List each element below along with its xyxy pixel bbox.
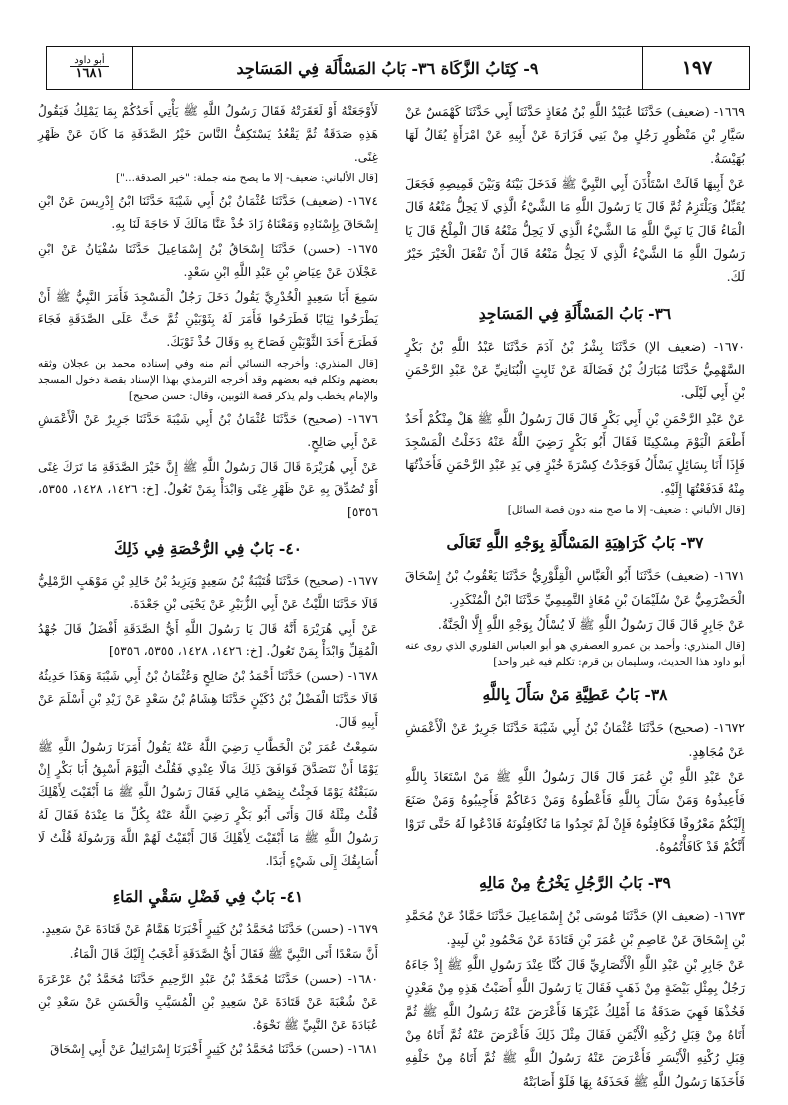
grading-note: [قال الألباني: ضعيف- إلا ما يصح منه جملة: "خير الصدقة..."] [116, 172, 378, 185]
book-number: ١٦٨١ [70, 66, 110, 81]
page-header [46, 46, 750, 90]
grading-note: [قال الألباني : ضعيف- إلا ما صح منه دون قصة السائل] [507, 504, 745, 517]
hadith-paragraph: عَنْ عَبْدِ اللَّهِ بْنِ عُمَرَ قَالَ قَالَ رَسُولُ اللَّهِ ﷺ مَنْ اسْتَعَاذَ بِاللَّهِ فَأَعِيذُوهُ وَمَنْ سَأَلَ بِاللَّهِ فَأَعْطُوهُ وَمَنْ دَعَاكُمْ فَأَجِيبُوهُ وَمَنْ صَنَعَ إِلَيْكُمْ مَعْرُوفًا فَكَافِئُوهُ فَإِنْ لَمْ تَجِدُوا مَا تُكَافِئُونَهُ فَادْعُوا لَهُ حَتَّى تَرَوْا أَنَّكُمْ قَدْ كَافَأْتُمُوهُ. [405, 768, 745, 854]
hadith-paragraph: لَأَوْجَعَتْهُ أَوْ لَعَقَرَتْهُ فَقَالَ رَسُولُ اللَّهِ ﷺ يَأْتِي أَحَدُكُمْ بِمَا يَمْلِكُ فَيَقُولُ هَذِهِ صَدَقَةٌ ثُمَّ يَقْعُدُ يَسْتَكِفُّ النَّاسَ خَيْرُ الصَّدَقَةِ مَا كَانَ عَنْ ظَهْرِ غِنًى. [38, 104, 378, 164]
chapter-heading: ٤١- بَابٌ فِي فَضْلِ سَقْيِ المَاءِ [112, 887, 304, 907]
chapter-heading: ٣٩- بَابُ الرَّجُلِ يَخْرُجُ مِنْ مَالِهِ [479, 873, 671, 893]
hadith-paragraph: ١٦٨٠- (حسن) حَدَّثَنَا مُحَمَّدُ بْنُ عَبْدِ الرَّحِيمِ حَدَّثَنَا مُحَمَّدُ بْنُ عَرْعَرَةَ عَنْ شُعْبَةَ عَنْ قَتَادَةَ عَنْ سَعِيدِ بْنِ الْمُسَيَّبِ وَالْحَسَنِ عَنْ سَعْدِ بْنِ عُبَادَةَ عَنْ النَّبِيِّ ﷺ نَحْوَهُ. [38, 971, 378, 1032]
hadith-paragraph: ١٦٧٨- (حسن) حَدَّثَنَا أَحْمَدُ بْنُ صَالِحٍ وَعُثْمَانُ بْنُ أَبِي شَيْبَةَ وَهَذَا حَدِيثُهُ قَالَا حَدَّثَنَا الْفَضْلُ بْنُ دُكَيْنٍ حَدَّثَنَا هِشَامُ بْنُ سَعْدٍ عَنْ زَيْدِ بْنِ أَسْلَمَ عَنْ أَبِيهِ قَالَ. [38, 669, 378, 729]
hadith-paragraph: عَنْ أَبِيهَا قَالَتْ اسْتَأْذَنَ أَبِي النَّبِيَّ ﷺ فَدَخَلَ بَيْنَهُ وَبَيْنَ قَمِيصِهِ فَجَعَلَ يُقَبِّلُ وَيَلْتَزِمُ ثُمَّ قَالَ يَا رَسُولَ اللَّهِ مَا الشَّيْءُ الَّذِي لَا يَحِلُّ مَنْعُهُ قَالَ الْمَاءُ قَالَ يَا نَبِيَّ اللَّهِ مَا الشَّيْءُ الَّذِي لَا يَحِلُّ مَنْعُهُ قَالَ الْمِلْحُ قَالَ يَا رَسُولَ اللَّهِ مَا الشَّيْءُ الَّذِي لَا يَحِلُّ مَنْعُهُ قَالَ أَنْ تَفْعَلَ الْخَيْرَ خَيْرٌ لَكَ. [405, 176, 745, 285]
hadith-paragraph: عَنْ أَبِي هُرَيْرَةَ قَالَ قَالَ رَسُولُ اللَّهِ ﷺ إِنَّ خَيْرَ الصَّدَقَةِ مَا تَرَكَ غِنًى أَوْ تُصُدِّقَ بِهِ عَنْ ظَهْرِ غِنًى وَابْدَأْ بِمَنْ تَعُولُ. [خ: ١٤٢٦، ١٤٢٨، ٥٣٥٥، ٥٣٥٦] [38, 459, 379, 520]
hadith-paragraph: ١٦٧٦- (صحيح) حَدَّثَنَا عُثْمَانُ بْنُ أَبِي شَيْبَةَ حَدَّثَنَا جَرِيرٌ عَنْ الْأَعْمَشِ عَنْ أَبِي صَالِحٍ. [38, 411, 378, 449]
left-column [38, 100, 378, 1063]
hadith-paragraph: ١٦٧٢- (صحيح) حَدَّثَنَا عُثْمَانُ بْنُ أَبِي شَيْبَةَ حَدَّثَنَا جَرِيرٌ عَنْ الْأَعْمَشِ عَنْ مُجَاهِدٍ. [405, 720, 745, 759]
hadith-paragraph: ١٦٧٧- (صحيح) حَدَّثَنَا قُتَيْبَةُ بْنُ سَعِيدٍ وَيَزِيدُ بْنُ خَالِدِ بْنِ مَوْهَبٍ الرَّمْلِيُّ قَالَا حَدَّثَنَا اللَّيْثُ عَنْ أَبِي الزُّبَيْرِ عَنْ يَحْيَى بْنِ جَعْدَةَ. [38, 573, 378, 611]
page-number: ١٩٧ [681, 57, 713, 79]
hadith-paragraph: أَنَّ سَعْدًا أَتَى النَّبِيَّ ﷺ فَقَالَ أَيُّ الصَّدَقَةِ أَعْجَبُ إِلَيْكَ قَالَ الْمَاءُ. [69, 947, 378, 962]
chapter-heading: ٣٦- بَابُ المَسْأَلَةِ فِي المَسَاجِدِ [478, 303, 672, 323]
book-reference-box [47, 47, 133, 89]
hadith-paragraph: ١٦٦٩- (ضعيف) حَدَّثَنَا عُبَيْدُ اللَّهِ بْنُ مُعَاذٍ حَدَّثَنَا أَبِي حَدَّثَنَا كَهْمَسٌ عَنْ سَيَّارِ بْنِ مَنْظُورٍ رَجُلٍ مِنْ بَنِي فَزَارَةَ عَنْ أَبِيهِ عَنْ امْرَأَةٍ يُقَالُ لَهَا بُهَيْسَةُ. [405, 104, 745, 166]
hadith-paragraph: عَنْ عَبْدِ الرَّحْمَنِ بْنِ أَبِي بَكْرٍ قَالَ قَالَ رَسُولُ اللَّهِ ﷺ هَلْ مِنْكُمْ أَحَدٌ أَطْعَمَ الْيَوْمَ مِسْكِينًا فَقَالَ أَبُو بَكْرٍ رَضِيَ اللَّهُ عَنْهُ دَخَلْتُ الْمَسْجِدَ فَإِذَا أَنَا بِسَائِلٍ يَسْأَلُ فَوَجَدْتُ كِسْرَةَ خُبْزٍ فِي يَدِ عَبْدِ الرَّحْمَنِ فَأَخَذْتُهَا مِنْهُ فَدَفَعْتُهَا إِلَيْهِ. [405, 410, 745, 496]
grading-note: [قال المنذري: وأخرجه النسائي أتم منه وفي إسناده محمد بن عجلان وثقه بعضهم وتكلم فيه بعضهم وقد أخرجه الترمذي بهذا الإسناد بقصة دخول المسجد والإمام يخطب ولم يذكر قصة الثوبين، وقال: حسن صحيح] [38, 357, 378, 402]
chapter-heading: ٣٧- بَابُ كَرَاهِيَةِ المَسْأَلَةِ بِوَجْهِ اللَّهِ تَعَالَى [446, 533, 704, 553]
hadith-paragraph: ١٦٨١- (حسن) حَدَّثَنَا مُحَمَّدُ بْنُ كَثِيرٍ أَخْبَرَنَا إِسْرَائِيلُ عَنْ أَبِي إِسْحَاقَ [50, 1042, 378, 1057]
hadith-paragraph: عَنْ جَابِرٍ قَالَ قَالَ رَسُولُ اللَّهِ ﷺ لَا يُسْأَلُ بِوَجْهِ اللَّهِ إِلَّا الْجَنَّةُ. [437, 616, 745, 632]
hadith-paragraph: ١٦٧٣- (ضعيف الإ) حَدَّثَنَا مُوسَى بْنُ إِسْمَاعِيلَ حَدَّثَنَا حَمَّادٌ عَنْ مُحَمَّدِ بْنِ إِسْحَاقَ عَنْ عَاصِمِ بْنِ عُمَرَ بْنِ قَتَادَةَ عَنْ مَحْمُودِ بْنِ لَبِيدٍ. [405, 908, 745, 947]
hadith-paragraph: ١٦٧١- (ضعيف) حَدَّثَنَا أَبُو الْعَبَّاسِ الْقِلَّوْرِيُّ حَدَّثَنَا يَعْقُوبُ بْنُ إِسْحَاقَ الْحَضْرَمِيُّ عَنْ سُلَيْمَانَ بْنِ مُعَاذٍ التَّمِيمِيِّ حَدَّثَنَا ابْنُ الْمُنْكَدِرِ. [405, 568, 745, 607]
right-column [405, 100, 745, 1095]
chapter-heading: ٤٠- بَابٌ فِي الرُّخْصَةِ فِي ذَلِكَ [114, 538, 302, 558]
hadith-paragraph: سَمِعْتُ عُمَرَ بْنَ الْخَطَّابِ رَضِيَ اللَّهُ عَنْهُ يَقُولُ أَمَرَنَا رَسُولُ اللَّهِ ﷺ يَوْمًا أَنْ نَتَصَدَّقَ فَوَافَقَ ذَلِكَ مَالًا عِنْدِي فَقُلْتُ الْيَوْمَ أَسْبِقُ أَبَا بَكْرٍ إِنْ سَبَقْتُهُ يَوْمًا فَجِئْتُ بِنِصْفِ مَالِي فَقَالَ رَسُولُ اللَّهِ ﷺ مَا أَبْقَيْتَ لِأَهْلِكَ قُلْتُ مِثْلَهُ قَالَ وَأَتَى أَبُو بَكْرٍ رَضِيَ اللَّهُ عَنْهُ بِكُلِّ مَا عِنْدَهُ فَقَالَ لَهُ رَسُولُ اللَّهِ ﷺ مَا أَبْقَيْتَ لِأَهْلِكَ قَالَ أَبْقَيْتُ لَهُمْ اللَّهَ وَرَسُولَهُ قُلْتُ لَا أُسَابِقُكَ إِلَى شَيْءٍ أَبَدًا. [38, 739, 378, 868]
hadith-paragraph: عَنْ جَابِرِ بْنِ عَبْدِ اللَّهِ الْأَنْصَارِيِّ قَالَ كُنَّا عِنْدَ رَسُولِ اللَّهِ ﷺ إِذْ جَاءَهُ رَجُلٌ بِمِثْلِ بَيْضَةٍ مِنْ ذَهَبٍ فَقَالَ يَا رَسُولَ اللَّهِ أَصَبْتُ هَذِهِ مِنْ مَعْدِنٍ فَخُذْهَا فَهِيَ صَدَقَةٌ مَا أَمْلِكُ غَيْرَهَا فَأَعْرَضَ عَنْهُ رَسُولُ اللَّهِ ﷺ ثُمَّ أَتَاهُ مِنْ قِبَلِ رُكْنِهِ الْأَيْمَنِ فَقَالَ مِثْلَ ذَلِكَ فَأَعْرَضَ عَنْهُ ثُمَّ أَتَاهُ مِنْ قِبَلِ رُكْنِهِ الْأَيْسَرِ فَأَعْرَضَ عَنْهُ رَسُولُ اللَّهِ ﷺ ثُمَّ أَتَاهُ مِنْ خَلْفِهِ فَأَخَذَهَا رَسُولُ اللَّهِ ﷺ فَحَذَفَهُ بِهَا فَلَوْ أَصَابَتْهُ [405, 956, 745, 1089]
hadith-paragraph: سَمِعَ أَبَا سَعِيدٍ الْخُدْرِيَّ يَقُولُ دَخَلَ رَجُلٌ الْمَسْجِدَ فَأَمَرَ النَّبِيُّ ﷺ أَنْ يَطْرَحُوا ثِيَابًا فَطَرَحُوا فَأَمَرَ لَهُ بِثَوْبَيْنِ ثُمَّ حَثَّ عَلَى الصَّدَقَةِ فَجَاءَ فَطَرَحَ أَحَدَ الثَّوْبَيْنِ فَصَاحَ بِهِ وَقَالَ خُذْ ثَوْبَكَ. [38, 289, 378, 350]
book-label: أبو داود [74, 54, 105, 66]
chapter-heading: ٣٨- بَابُ عَطِيَّةِ مَنْ سَأَلَ بِاللَّهِ [482, 685, 668, 705]
running-title: ٩- كِتَابُ الزَّكَاة ٣٦- بَابُ المَسْأَلَة فِي المَسَاجِد [133, 47, 643, 89]
grading-note: [قال المنذري: وأحمد بن عمرو العصفري هو أبو العباس القلوري الذي روى عنه أبو داود هذا الحديث، وسليمان بن قرم: تكلم فيه غير واحد] [405, 640, 745, 669]
hadith-paragraph: ١٦٧٠- (ضعيف الإ) حَدَّثَنَا بِشْرُ بْنُ آدَمَ حَدَّثَنَا عَبْدُ اللَّهِ بْنُ بَكْرٍ السَّهْمِيُّ حَدَّثَنَا مُبَارَكُ بْنُ فَضَالَةَ عَنْ ثَابِتٍ الْبُنَانِيِّ عَنْ عَبْدِ الرَّحْمَنِ بْنِ أَبِي لَيْلَى. [405, 338, 745, 401]
hadith-paragraph: ١٦٧٤- (ضعيف) حَدَّثَنَا عُثْمَانُ بْنُ أَبِي شَيْبَةَ حَدَّثَنَا ابْنُ إِدْرِيسَ عَنْ ابْنِ إِسْحَاقَ بِإِسْنَادِهِ وَمَعْنَاهُ زَادَ خُذْ عَنَّا مَالَكَ لَا حَاجَةَ لَنَا بِهِ. [38, 194, 378, 232]
hadith-paragraph: ١٦٧٥- (حسن) حَدَّثَنَا إِسْحَاقُ بْنُ إِسْمَاعِيلَ حَدَّثَنَا سُفْيَانُ عَنْ ابْنِ عَجْلَانَ عَنْ عِيَاضِ بْنِ عَبْدِ اللَّهِ ابْنِ سَعْدٍ. [38, 241, 378, 279]
hadith-paragraph: ١٦٧٩- (حسن) حَدَّثَنَا مُحَمَّدُ بْنُ كَثِيرٍ أَخْبَرَنَا هَمَّامٌ عَنْ قَتَادَةَ عَنْ سَعِيدٍ. [41, 922, 378, 937]
hadith-paragraph: عَنْ أَبِي هُرَيْرَةَ أَنَّهُ قَالَ يَا رَسُولَ اللَّهِ أَيُّ الصَّدَقَةِ أَفْضَلُ قَالَ جُهْدُ الْمُقِلِّ وَابْدَأْ بِمَنْ تَعُولُ. [خ: ١٤٢٦، ١٤٢٨، ٥٣٥٥، ٥٣٥٦] [38, 621, 378, 659]
